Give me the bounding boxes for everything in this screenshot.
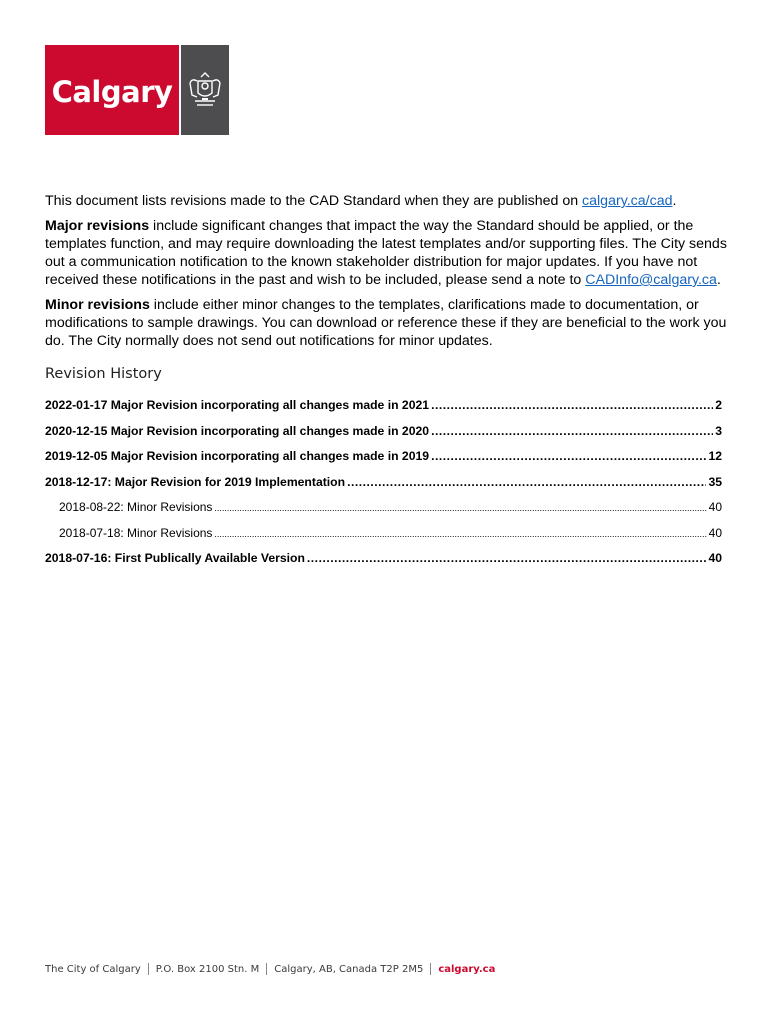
toc-subentry[interactable]: 2018-08-22: Minor Revisions ..... 40	[45, 500, 722, 526]
document-body	[45, 192, 745, 357]
logo-crest-panel	[181, 45, 229, 135]
minor-revisions-paragraph: Minor revisions include either minor changes to the templates, clarifications made to documentation, or modifications to sample drawings. You can download or reference these if they are beneficial to the work you do. The City normally does not send out notifications for minor updates.	[45, 297, 727, 349]
calgary-logo	[45, 45, 229, 135]
coat-of-arms-icon	[185, 69, 225, 111]
table-of-contents	[45, 398, 722, 577]
major-revisions-label: Major revisions	[45, 218, 150, 234]
logo-wordmark: Calgary	[45, 45, 179, 135]
cadinfo-email-link[interactable]: CADInfo@calgary.ca	[585, 272, 717, 288]
toc-entry[interactable]: 2022-01-17 Major Revision incorporating all changes made in 2021 ..... 2	[45, 398, 722, 424]
toc-entry[interactable]: 2018-07-16: First Publically Available Version ..... 40	[45, 551, 722, 577]
major-revisions-paragraph: Major revisions include significant changes that impact the way the Standard should be applied, or the templates function, and may require downloading the latest templates and/or supporting files. The City sends out a communication notification to the known stakeholder distribution for major updates. If you have not received these notifications in the past and wish to be included, please send a note to CADInfo@calgary.ca.	[45, 218, 727, 288]
footer-divider	[266, 963, 267, 975]
toc-entry[interactable]: 2020-12-15 Major Revision incorporating all changes made in 2020 ..... 3	[45, 424, 722, 450]
intro-paragraph: This document lists revisions made to the CAD Standard when they are published on calgary.ca/cad.	[45, 193, 677, 209]
toc-subentry[interactable]: 2018-07-18: Minor Revisions ..... 40	[45, 526, 722, 552]
toc-heading: Revision History	[45, 366, 162, 382]
minor-revisions-label: Minor revisions	[45, 297, 150, 313]
footer-divider	[430, 963, 431, 975]
toc-entry[interactable]: 2018-12-17: Major Revision for 2019 Implementation ..... 35	[45, 475, 722, 501]
footer-pobox: P.O. Box 2100 Stn. M	[155, 963, 260, 975]
footer-website-link[interactable]: calgary.ca	[438, 963, 496, 975]
toc-entry[interactable]: 2019-12-05 Major Revision incorporating all changes made in 2019 ..... 12	[45, 449, 722, 475]
cad-standard-link[interactable]: calgary.ca/cad	[582, 193, 673, 209]
page-footer	[45, 963, 495, 975]
footer-divider	[148, 963, 149, 975]
footer-org: The City of Calgary	[45, 963, 141, 975]
footer-address: Calgary, AB, Canada T2P 2M5	[274, 963, 424, 975]
